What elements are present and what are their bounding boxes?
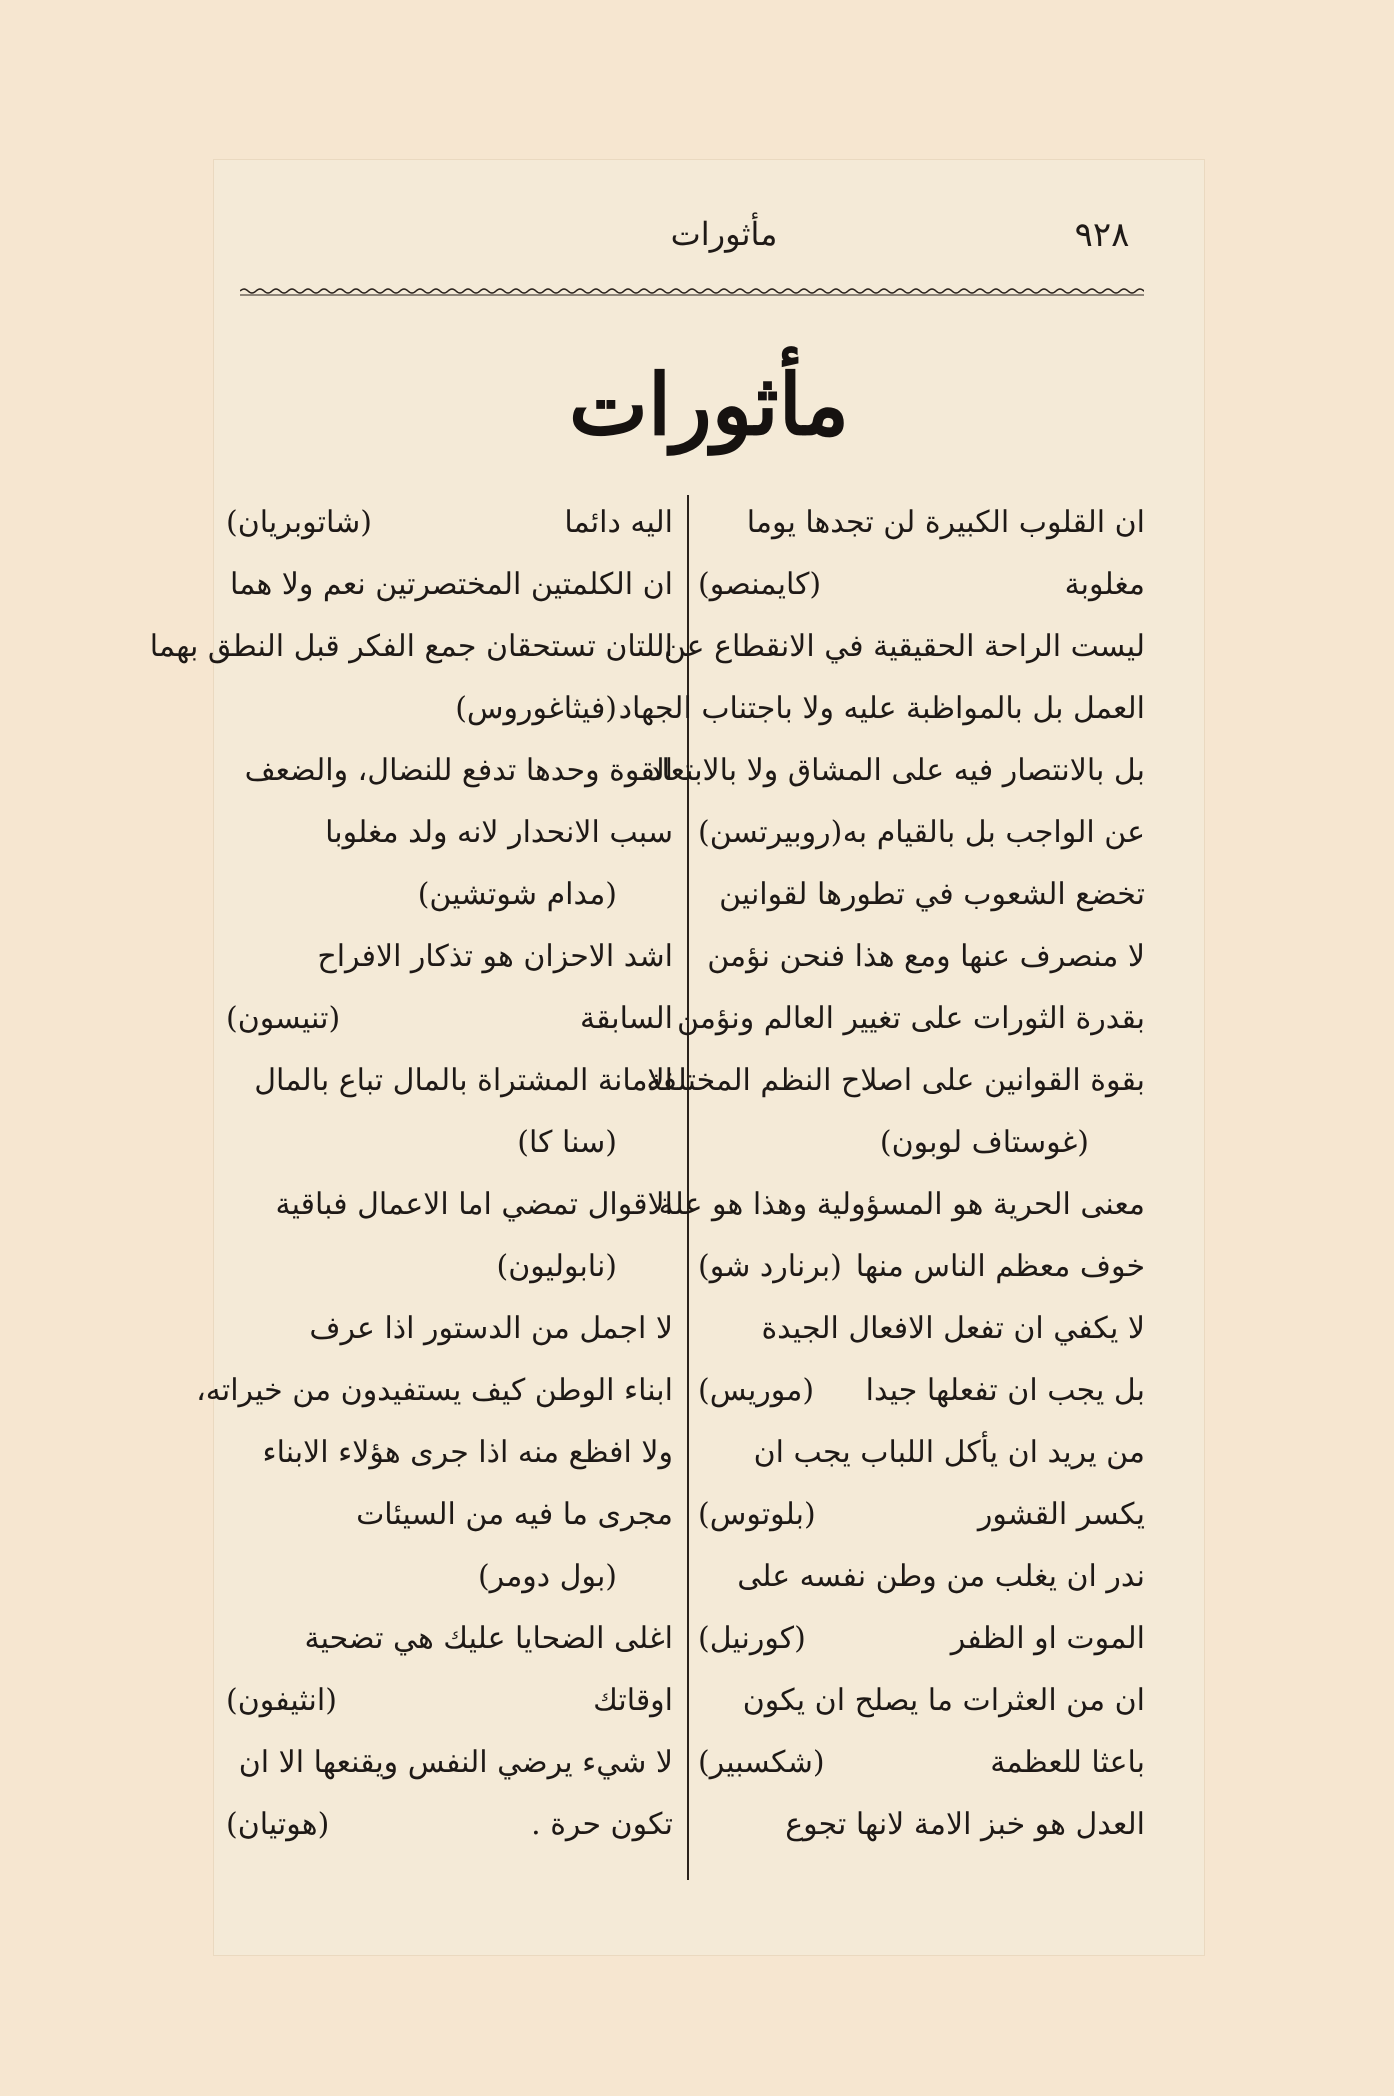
- quote-text: ان من العثرات ما يصلح ان يكون: [742, 1683, 1145, 1718]
- quote-text: ولا افظع منه اذا جرى هؤلاء الابناء: [262, 1435, 673, 1470]
- text-line: [222, 1050, 677, 1112]
- quote-attribution: (روبيرتسن): [698, 815, 843, 850]
- text-line: [222, 554, 677, 616]
- quote-text: لا شيء يرضي النفس ويقنعها الا ان: [238, 1745, 673, 1780]
- quote-text: لا اجمل من الدستور اذا عرف: [309, 1311, 673, 1346]
- quote-attribution: (بلوتوس): [698, 1497, 816, 1532]
- quote-text: بل بالانتصار فيه على المشاق ولا بالابتعاد: [648, 753, 1145, 788]
- quote-attribution: (انثيفون): [226, 1683, 337, 1718]
- text-line: [694, 1546, 1149, 1608]
- text-line: [694, 1112, 1149, 1174]
- quote-text: اللتان تستحقان جمع الفكر قبل النطق بهما: [149, 629, 673, 664]
- quote-text: الاقوال تمضي اما الاعمال فباقية: [275, 1187, 673, 1222]
- text-line: [149, 616, 677, 678]
- page-header: [214, 215, 1204, 275]
- quote-text: العمل بل بالمواظبة عليه ولا باجتناب الجهاد: [618, 691, 1145, 726]
- page-number: ٩٢٨: [1074, 215, 1130, 255]
- text-line: [694, 1608, 1149, 1670]
- quote-text: بقوة القوانين على اصلاح النظم المختلفة: [646, 1063, 1145, 1098]
- quote-text: بقدرة الثورات على تغيير العالم ونؤمن: [676, 1001, 1145, 1036]
- text-line: [196, 1360, 677, 1422]
- text-line: [694, 1484, 1149, 1546]
- text-line: [222, 864, 677, 926]
- quote-attribution: (نابوليون): [496, 1249, 617, 1284]
- text-line: [222, 740, 677, 802]
- quote-attribution: (شاتوبريان): [226, 505, 372, 540]
- quote-text: ان القلوب الكبيرة لن تجدها يوما: [746, 505, 1145, 540]
- text-line: [222, 1608, 677, 1670]
- text-line: [694, 1794, 1149, 1856]
- quote-text: باعثا للعظمة: [990, 1745, 1145, 1780]
- quote-text: تكون حرة .: [531, 1807, 673, 1842]
- quote-text: ليست الراحة الحقيقية في الانقطاع عن: [663, 629, 1145, 664]
- book-page: [149, 160, 1204, 1955]
- quote-text: اوقاتك: [593, 1683, 673, 1718]
- text-line: [694, 1670, 1149, 1732]
- text-line: [222, 1174, 677, 1236]
- text-line: [222, 988, 677, 1050]
- text-line: [222, 1112, 677, 1174]
- quote-attribution: (هوتيان): [226, 1807, 330, 1842]
- quote-text: اشد الاحزان هو تذكار الافراح: [317, 939, 673, 974]
- quote-text: القوة وحدها تدفع للنضال، والضعف: [244, 753, 673, 788]
- quote-attribution: (شكسبير): [698, 1745, 825, 1780]
- text-line: [222, 492, 677, 554]
- quote-text: الموت او الظفر: [950, 1621, 1145, 1656]
- text-line: [694, 1422, 1149, 1484]
- text-line: [222, 1732, 677, 1794]
- quote-attribution: (بول دومر): [477, 1559, 617, 1594]
- text-line: [222, 1236, 677, 1298]
- quote-text: ندر ان يغلب من وطن نفسه على: [737, 1559, 1145, 1594]
- text-line: [222, 1422, 677, 1484]
- text-line: [648, 740, 1149, 802]
- text-line: [694, 864, 1149, 926]
- text-line: [222, 1670, 677, 1732]
- quote-attribution: (تنيسون): [226, 1001, 341, 1036]
- text-line: [222, 1794, 677, 1856]
- text-line: [222, 678, 677, 740]
- text-line: [694, 1360, 1149, 1422]
- quote-attribution: (موريس): [698, 1373, 815, 1408]
- quote-text: تخضع الشعوب في تطورها لقوانين: [719, 877, 1145, 912]
- text-line: [618, 678, 1149, 740]
- quote-text: السابقة: [580, 1001, 673, 1036]
- quote-attribution: (برنارد شو): [698, 1249, 842, 1284]
- text-line: [694, 1236, 1149, 1298]
- quote-attribution: (فيثاغوروس): [455, 691, 617, 726]
- text-line: [646, 1050, 1149, 1112]
- quote-text: يكسر القشور: [977, 1497, 1145, 1532]
- quote-text: مغلوبة: [1064, 567, 1145, 602]
- quote-text: لا منصرف عنها ومع هذا فنحن نؤمن: [707, 939, 1145, 974]
- quote-attribution: (مدام شوتشين): [417, 877, 617, 912]
- text-line: [222, 1484, 677, 1546]
- quote-attribution: (كايمنصو): [698, 567, 822, 602]
- text-line: [676, 988, 1149, 1050]
- text-line: [694, 802, 1149, 864]
- quote-text: عن الواجب بل بالقيام به: [842, 815, 1145, 850]
- text-line: [658, 1174, 1149, 1236]
- quote-text: خوف معظم الناس منها: [855, 1249, 1145, 1284]
- quote-text: اليه دائما: [564, 505, 673, 540]
- text-line: [694, 1732, 1149, 1794]
- quote-text: العدل هو خبز الامة لانها تجوع: [785, 1807, 1145, 1842]
- left-column: [149, 492, 677, 1856]
- quote-text: من يريد ان يأكل اللباب يجب ان: [753, 1435, 1145, 1470]
- quote-text: معنى الحرية هو المسؤولية وهذا هو علة: [658, 1187, 1145, 1222]
- running-title: مأثورات: [670, 215, 778, 253]
- text-line: [694, 926, 1149, 988]
- quote-text: لا يكفي ان تفعل الافعال الجيدة: [761, 1311, 1145, 1346]
- quote-text: ان الكلمتين المختصرتين نعم ولا هما: [229, 567, 673, 602]
- quote-text: سبب الانحدار لانه ولد مغلوبا: [325, 815, 673, 850]
- quote-attribution: (كورنيل): [698, 1621, 806, 1656]
- text-line: [222, 926, 677, 988]
- text-line: [663, 616, 1149, 678]
- quote-attribution: (سنا كا): [517, 1125, 617, 1160]
- quote-text: الامانة المشتراة بالمال تباع بالمال: [254, 1063, 673, 1098]
- text-line: [222, 1546, 677, 1608]
- text-line: [222, 1298, 677, 1360]
- quote-text: بل يجب ان تفعلها جيدا: [865, 1373, 1145, 1408]
- text-line: [222, 802, 677, 864]
- text-line: [694, 492, 1149, 554]
- text-line: [694, 554, 1149, 616]
- quote-text: ابناء الوطن كيف يستفيدون من خيراته،: [196, 1373, 673, 1408]
- text-line: [694, 1298, 1149, 1360]
- quote-attribution: (غوستاف لوبون): [879, 1125, 1089, 1160]
- quote-text: مجرى ما فيه من السيئات: [356, 1497, 673, 1532]
- chapter-title: مأثورات: [568, 355, 850, 454]
- quote-text: اغلى الضحايا عليك هي تضحية: [304, 1621, 673, 1656]
- header-rule: [240, 286, 1144, 296]
